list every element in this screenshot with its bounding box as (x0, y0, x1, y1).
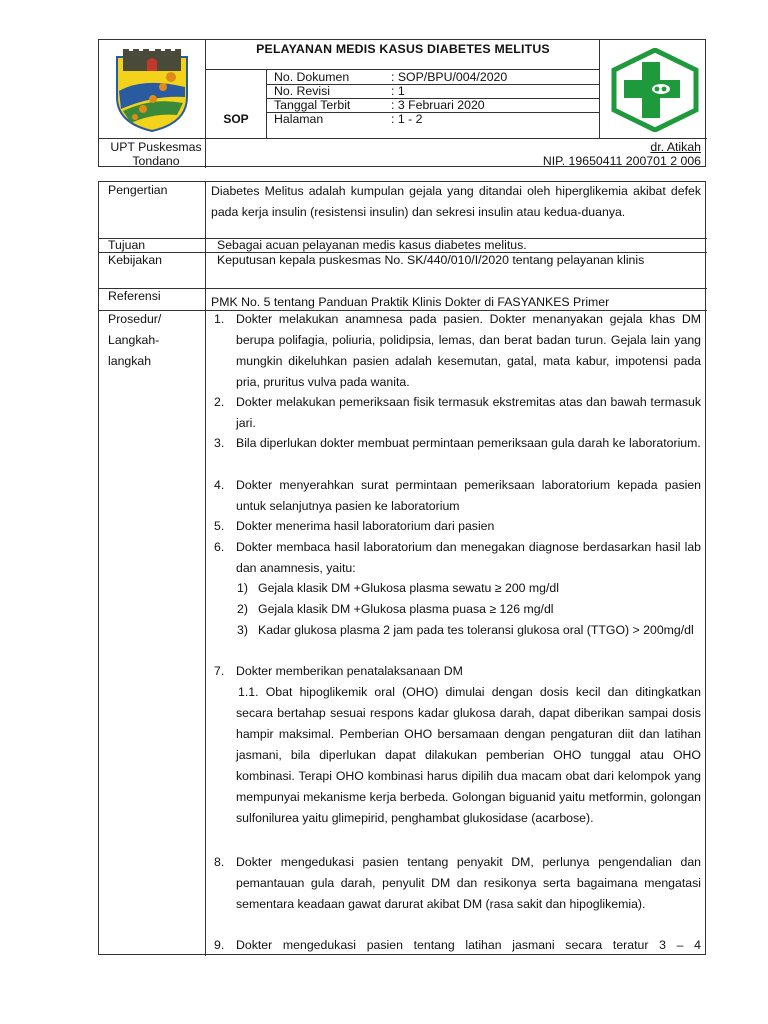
info-key: Halaman (274, 112, 324, 126)
kebijakan-text: Keputusan kepala puskesmas No. SK/440/010/I/2020 tentang pelayanan klinis (217, 253, 645, 267)
step-number: 2. (214, 395, 225, 409)
info-value: : 3 Februari 2020 (391, 98, 485, 112)
step-text: Dokter mengedukasi pasien tentang penyakit DM, perlunya pengendalian dan pemantauan gula darah, penyulit DM dan resikonya serta bagaimana mengatasi sementara keadaan gawat darurat akibat DM (rasa sakit dan hipoglikemia). (236, 855, 701, 911)
substep-number: 1) (237, 581, 248, 595)
step-number: 7. (214, 664, 225, 678)
puskesmas-cross-icon (608, 48, 702, 132)
step-text: Dokter melakukan anamnesa pada pasien. Dokter menanyakan gejala khas DM berupa polifagia, poliuria, polidipsia, lemas, dan berat badan turun. Gejala lain yang mungkin dikeluhkan pasien adalah kesemutan, gatal, mata kabur, impotensi pada pria, pruritus vulva pada wanita. (236, 312, 701, 389)
sop-content-table (98, 181, 706, 955)
substep-text: Gejala klasik DM +Glukosa plasma sewatu ≥ 200 mg/dl (258, 581, 559, 595)
step-number: 1. (214, 312, 225, 326)
regional-emblem-icon (113, 47, 191, 133)
info-key: No. Revisi (274, 84, 331, 98)
signer-name: dr. Atikah (650, 140, 701, 154)
step-number: 4. (214, 478, 225, 492)
info-value: : 1 (391, 84, 405, 98)
sop-header (98, 39, 706, 167)
org-name: UPT Puskesmas (110, 140, 202, 154)
step-number: 6. (214, 540, 225, 554)
substep-number: 2) (237, 602, 248, 616)
substep-text: Gejala klasik DM +Glukosa plasma puasa ≥ 126 mg/dl (258, 602, 554, 616)
substep-7-text: 1.1. Obat hipoglikemik oral (OHO) dimulai dengan dosis kecil dan ditingkatkan secara bertahap sesuai respons kadar glukosa darah, dapat diberikan sampai dosis hampir maksimal. Pemberian OHO bersamaan dengan pengaturan diit dan latihan jasmani, bila diperlukan dapat dilakukan pemberian OHO tunggal atau OHO kombinasi. Terapi OHO kombinasi harus dipilih dua macam obat dari kelompok yang mempunyai mekanisme kerja berbeda. Golongan biguanid yaitu metformin, golongan sulfonilurea yaitu glimepirid, penghambat glukosidase (acarbose). (236, 685, 701, 825)
step-text: Dokter menerima hasil laboratorium dari pasien (236, 519, 495, 533)
label-prosedur: Prosedur/ (108, 312, 162, 326)
step-text: Dokter menyerahkan surat permintaan pemeriksaan laboratorium kepada pasien untuk selanjutnya pasien ke laboratorium (236, 478, 701, 513)
step-number: 8. (214, 855, 225, 869)
substep-number: 3) (237, 623, 248, 637)
label-langkah-2: langkah (108, 354, 152, 368)
step-number: 3. (214, 436, 225, 450)
substep-text: Kadar glukosa plasma 2 jam pada tes toleransi glukosa oral (TTGO) > 200mg/dl (258, 623, 694, 637)
step-number: 9. (214, 938, 225, 952)
sop-label: SOP (223, 112, 249, 126)
document-title: PELAYANAN MEDIS KASUS DIABETES MELITUS (256, 42, 550, 56)
tujuan-text: Sebagai acuan pelayanan medis kasus diabetes melitus. (217, 238, 527, 252)
label-kebijakan: Kebijakan (108, 253, 163, 267)
referensi-text: PMK No. 5 tentang Panduan Praktik Klinis Dokter di FASYANKES Primer (211, 295, 610, 309)
label-pengertian: Pengertian (108, 183, 168, 197)
org-location: Tondano (132, 154, 180, 168)
info-key: No. Dokumen (274, 70, 350, 84)
step-number: 5. (214, 519, 225, 533)
label-tujuan: Tujuan (108, 238, 146, 252)
step-text: Bila diperlukan dokter membuat permintaan pemeriksaan gula darah ke laboratorium. (236, 436, 701, 450)
step-text: Dokter memberikan penatalaksanaan DM (236, 664, 463, 678)
label-langkah: Langkah- (108, 333, 160, 347)
step-text: Dokter membaca hasil laboratorium dan menegakan diagnose berdasarkan hasil lab dan anamnesis, yaitu: (236, 540, 701, 575)
pengertian-text: Diabetes Melitus adalah kumpulan gejala yang ditandai oleh hiperglikemia akibat defek pada kerja insulin (resistensi insulin) dan sekresi insulin atau kedua-duanya. (211, 184, 701, 219)
info-value: : 1 - 2 (391, 112, 423, 126)
info-value: : SOP/BPU/004/2020 (391, 70, 508, 84)
info-key: Tanggal Terbit (274, 98, 351, 112)
step-text: Dokter melakukan pemeriksaan fisik termasuk ekstremitas atas dan bawah termasuk jari. (236, 395, 701, 430)
step-text: Dokter mengedukasi pasien tentang latihan jasmani secara teratur 3 – 4 (236, 938, 701, 952)
signer-nip: NIP. 19650411 200701 2 006 (542, 154, 701, 168)
label-referensi: Referensi (108, 289, 161, 303)
